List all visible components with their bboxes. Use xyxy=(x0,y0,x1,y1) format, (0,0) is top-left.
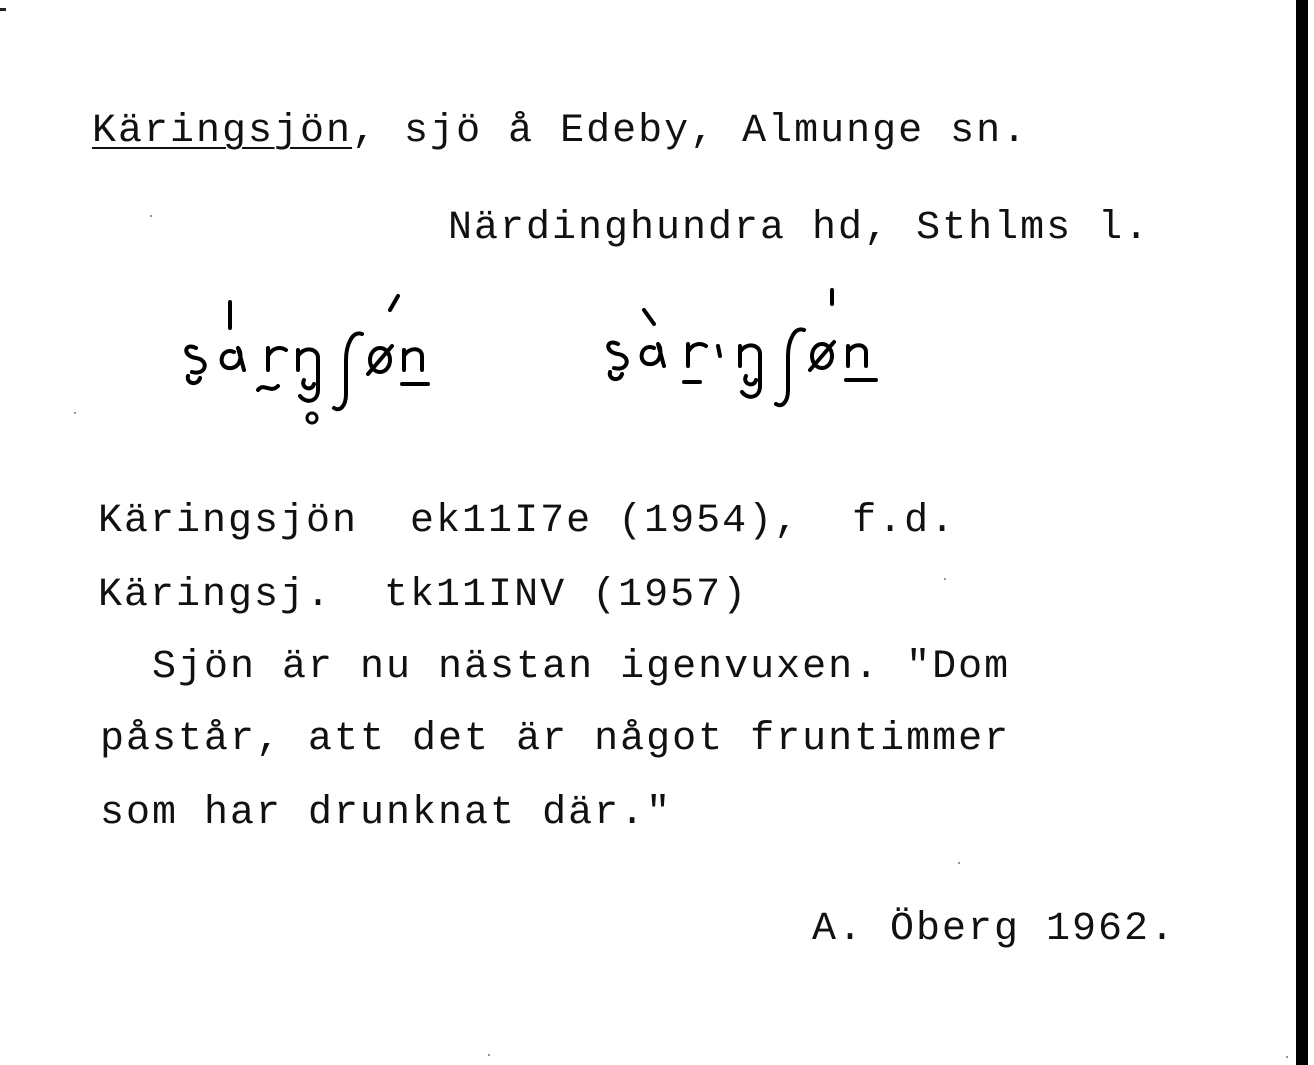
header-line-1 xyxy=(92,108,1028,156)
card-edge-shadow xyxy=(1296,0,1308,1065)
scan-speck xyxy=(958,862,960,864)
record-line-1: Käringsjön ek11I7e (1954), f.d. xyxy=(98,499,957,544)
header-location: , sjö å Edeby, Almunge sn. xyxy=(352,109,1029,154)
phonetic-transcription-1 xyxy=(176,290,436,430)
signature-line: A. Öberg 1962. xyxy=(812,907,1177,952)
scan-mark xyxy=(0,8,6,11)
header-line-2: Närdinghundra hd, Sthlms l. xyxy=(448,206,1151,251)
scan-speck xyxy=(944,578,946,580)
note-line-2: påstår, att det är något fruntimmer xyxy=(100,717,1011,762)
note-line-3: som har drunknat där." xyxy=(100,791,673,836)
note-line-1: Sjön är nu nästan igenvuxen. "Dom xyxy=(100,645,1011,690)
record-line-2: Käringsj. tk11INV (1957) xyxy=(98,573,749,618)
scan-speck xyxy=(150,215,152,217)
headword: Käringsjön xyxy=(92,109,353,154)
scan-speck xyxy=(488,1054,490,1056)
phonetic-transcription-2 xyxy=(600,286,890,416)
scan-speck xyxy=(74,412,76,414)
scan-speck xyxy=(1286,1056,1288,1058)
